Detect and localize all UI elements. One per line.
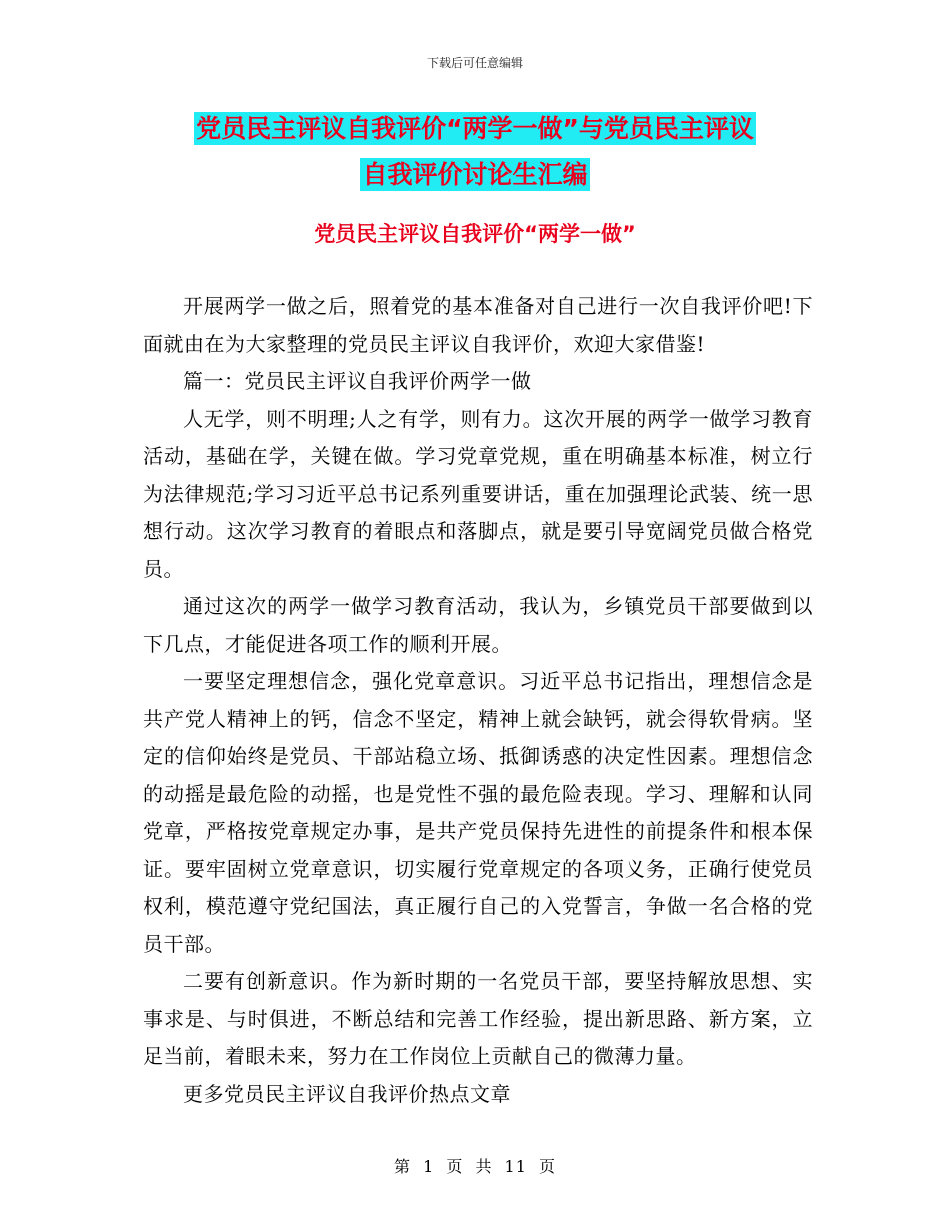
page-number-footer: 第 1 页 共 11 页 (394, 1157, 556, 1176)
paragraph: 篇一：党员民主评议自我评价两学一做 (183, 369, 532, 393)
header-note: 下载后可任意编辑 (426, 56, 523, 70)
paragraph: 人无学，则不明理;人之有学，则有力。这次开展的两学一做学习教育活动，基础在学，关键在做。学习党章党规，重在明确基本标准，树立行为法律规范;学习习近平总书记系列重要讲话，重在加强理论武装、统一思想行动。这次学习教育的着眼点和落脚点，就是要引导宽阔党员做合格党员。 (143, 406, 813, 581)
section-title: 党员民主评议自我评价“两学一做” (314, 222, 636, 246)
document-title-line-1: 党员民主评议自我评价“两学一做”与党员民主评议 (196, 114, 754, 143)
document-title (0, 106, 950, 198)
paragraph: 开展两学一做之后，照着党的基本准备对自己进行一次自我评价吧!下面就由在为大家整理的党员民主评议自我评价，欢迎大家借鉴! (143, 294, 813, 356)
paragraph: 更多党员民主评议自我评价热点文章 (183, 1081, 511, 1106)
paragraph: 二要有创新意识。作为新时期的一名党员干部，要坚持解放思想、实事求是、与时俱进，不断总结和完善工作经验，提出新思路、新方案，立足当前，着眼未来，努力在工作岗位上贡献自己的微薄力量。 (143, 969, 813, 1068)
paragraph: 通过这次的两学一做学习教育活动，我认为，乡镇党员干部要做到以下几点，才能促进各项工作的顺利开展。 (143, 594, 813, 656)
document-body (143, 288, 813, 1113)
document-title-line-2: 自我评价讨论生汇编 (362, 160, 588, 189)
paragraph: 一要坚定理想信念，强化党章意识。习近平总书记指出，理想信念是共产党人精神上的钙，信念不坚定，精神上就会缺钙，就会得软骨病。坚定的信仰始终是党员、干部站稳立场、抵御诱惑的决定性因素。理想信念的动摇是最危险的动摇，也是党性不强的最危险表现。学习、理解和认同党章，严格按党章规定办事，是共产党员保持先进性的前提条件和根本保证。要牢固树立党章意识，切实履行党章规定的各项义务，正确行使党员权利，模范遵守党纪国法，真正履行自己的入党誓言，争做一名合格的党员干部。 (143, 669, 813, 956)
